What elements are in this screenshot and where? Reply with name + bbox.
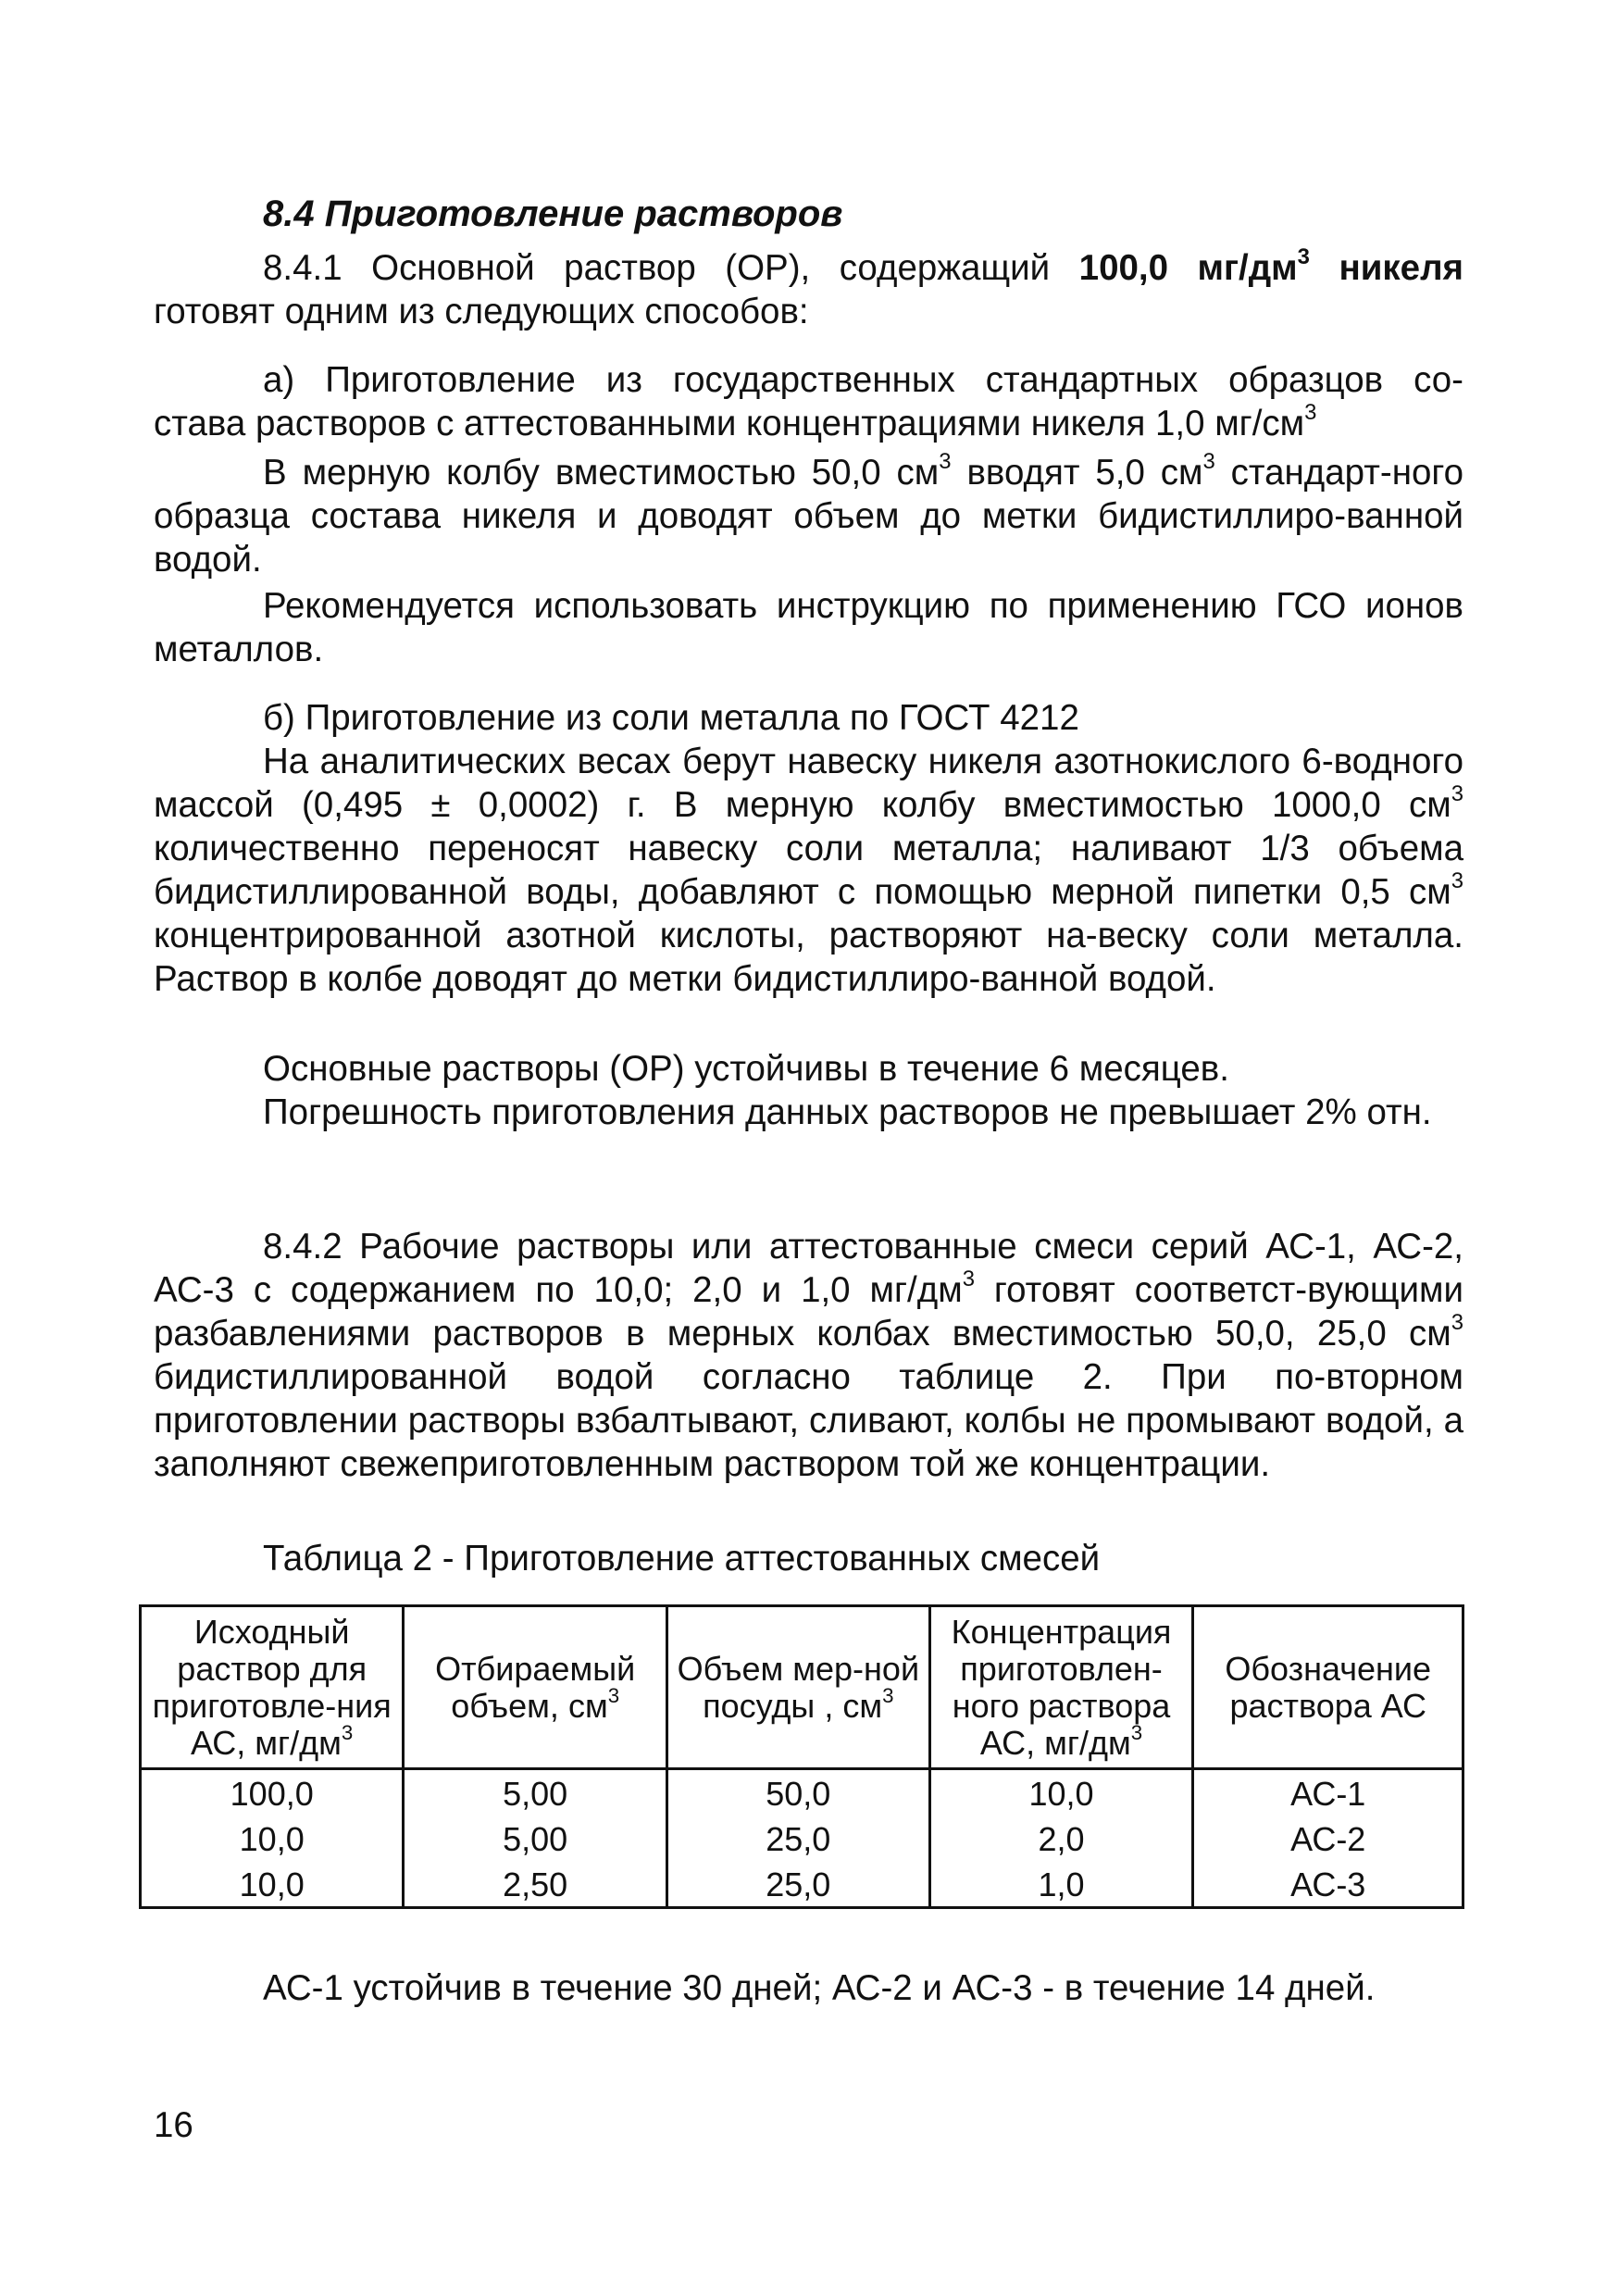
method-a-line1: а) Приготовление из государственных стандартных образцов со- <box>263 360 1463 400</box>
table-row <box>141 1769 1463 1816</box>
header-text: Обозначение раствора АС <box>1225 1649 1432 1725</box>
header-concentration <box>929 1606 1193 1769</box>
table-row <box>141 1861 1463 1908</box>
text-span: става растворов с аттестованными концентрациями никеля 1,0 мг/см <box>154 404 1305 443</box>
header-text: Отбираемый объем, см <box>435 1649 636 1725</box>
table-header-row <box>141 1606 1463 1769</box>
paragraph-8-4-1 <box>154 243 1463 333</box>
paragraph-8-4-2 <box>154 1225 1463 1486</box>
page-number: 16 <box>154 2105 193 2145</box>
table-row <box>141 1816 1463 1861</box>
header-designation <box>1193 1606 1463 1769</box>
superscript: 3 <box>607 1683 620 1707</box>
method-a-line2 <box>154 399 1463 445</box>
shelf-life-text: АС-1 устойчив в течение 30 дней; АС-2 и АС-3 - в течение 14 дней. <box>263 1968 1376 2008</box>
text-span: вводят 5,0 см <box>951 453 1203 493</box>
text-span: бидистиллированной водой согласно таблице 2. При по-вторном приготовлении растворы взбалтывают, сливают, колбы не промывают водой, а заполняют свежеприготовленным раствором той же концентрации. <box>154 1357 1463 1484</box>
paragraph-method-a-procedure <box>154 448 1463 581</box>
superscript: 3 <box>1451 780 1463 806</box>
stability-text: Основные растворы (ОР) устойчивы в течение 6 месяцев. <box>263 1049 1229 1089</box>
preparation-table <box>139 1604 1464 1909</box>
text-span: концентрированной азотной кислоты, растворяют на-веску соли металла. Раствор в колбе доводят до метки бидистиллиро-ванной водой. <box>154 916 1463 999</box>
superscript: 3 <box>1304 399 1317 425</box>
text-span: В мерную колбу вместимостью 50,0 см <box>263 453 940 493</box>
paragraph-method-a-recommendation <box>154 584 1463 671</box>
header-text: Концентрация приготовлен-ного раствора АС, мг/дм <box>951 1612 1172 1762</box>
text-span: количественно переносят навеску соли металла; наливают 1/3 объема бидистиллированной воды, добавляют с помощью мерной пипетки 0,5 см <box>154 829 1463 912</box>
table-cell: АС-3 <box>1193 1861 1463 1908</box>
superscript: 3 <box>1451 867 1463 893</box>
table-cell: 5,00 <box>404 1769 667 1816</box>
error-text: Погрешность приготовления данных растворов не превышает 2% отн. <box>263 1092 1432 1132</box>
table-cell: 50,0 <box>666 1769 929 1816</box>
table-cell: 10,0 <box>141 1861 404 1908</box>
nickel-bold: никеля <box>1309 248 1463 288</box>
paragraph-stability <box>154 1047 1463 1091</box>
table-cell: 25,0 <box>666 1816 929 1861</box>
text-span: 8.4.1 Основной раствор (ОР), содержащий <box>263 248 1079 288</box>
table-cell: 10,0 <box>141 1816 404 1861</box>
header-text: Объем мер-ной посуды , см <box>677 1649 920 1725</box>
table-caption: Таблица 2 - Приготовление аттестованных смесей <box>263 1539 1101 1578</box>
superscript: 3 <box>1202 448 1215 474</box>
superscript: 3 <box>962 1266 975 1292</box>
superscript: 3 <box>1130 1720 1143 1744</box>
text-span: готовят соответст-вующими разбавлениями растворов в мерных колбах вместимостью 50,0, 25,0 см <box>154 1270 1463 1354</box>
header-source-solution <box>141 1606 404 1769</box>
header-text: Исходный раствор для приготовле-ния АС, мг/дм <box>152 1612 392 1762</box>
text-span: 8.4.2 Рабочие растворы или аттестованные смеси серий АС-1, АС-2, АС-3 с содержанием по 10,0; 2,0 и 1,0 мг/дм <box>154 1227 1463 1310</box>
paragraph-shelf-life <box>154 1966 1463 2010</box>
table-cell: 10,0 <box>929 1769 1193 1816</box>
header-volume-taken <box>404 1606 667 1769</box>
method-b-procedure-text <box>154 740 1463 1001</box>
table-cell: 1,0 <box>929 1861 1193 1908</box>
table-cell: 100,0 <box>141 1769 404 1816</box>
table-cell: 2,0 <box>929 1816 1193 1861</box>
paragraph-method-b <box>154 696 1463 740</box>
table-cell: АС-2 <box>1193 1816 1463 1861</box>
header-flask-volume <box>666 1606 929 1769</box>
table-cell: 2,50 <box>404 1861 667 1908</box>
method-a-procedure-text <box>154 448 1463 581</box>
method-b-title: б) Приготовление из соли металла по ГОСТ 4212 <box>263 698 1079 738</box>
concentration-bold: 100,0 мг/дм <box>1078 248 1298 288</box>
recommendation-text: Рекомендуется использовать инструкцию по применению ГСО ионов металлов. <box>154 586 1463 669</box>
paragraph-8-4-1-line1 <box>154 243 1463 290</box>
paragraph-error <box>154 1091 1463 1134</box>
superscript: 3 <box>882 1683 894 1707</box>
superscript: 3 <box>341 1720 354 1744</box>
paragraph-8-4-1-line2: готовят одним из следующих способов: <box>154 292 809 331</box>
table-cell: АС-1 <box>1193 1769 1463 1816</box>
paragraph-method-a <box>154 358 1463 445</box>
text-span: На аналитических весах берут навеску никеля азотнокислого 6-водного массой (0,495 ± 0,0002) г. В мерную колбу вместимостью 1000,0 см <box>154 742 1463 825</box>
table-cell: 25,0 <box>666 1861 929 1908</box>
section-heading: 8.4 Приготовление растворов <box>263 193 843 234</box>
superscript: 3 <box>1451 1309 1463 1335</box>
table-cell: 5,00 <box>404 1816 667 1861</box>
paragraph-method-b-procedure <box>154 740 1463 1001</box>
text-span: стандарт-ного образца состава никеля и доводят объем до метки бидистиллиро-ванной водой. <box>154 453 1463 580</box>
paragraph-8-4-2-text <box>154 1225 1463 1486</box>
superscript: 3 <box>1297 243 1310 269</box>
superscript: 3 <box>939 448 952 474</box>
